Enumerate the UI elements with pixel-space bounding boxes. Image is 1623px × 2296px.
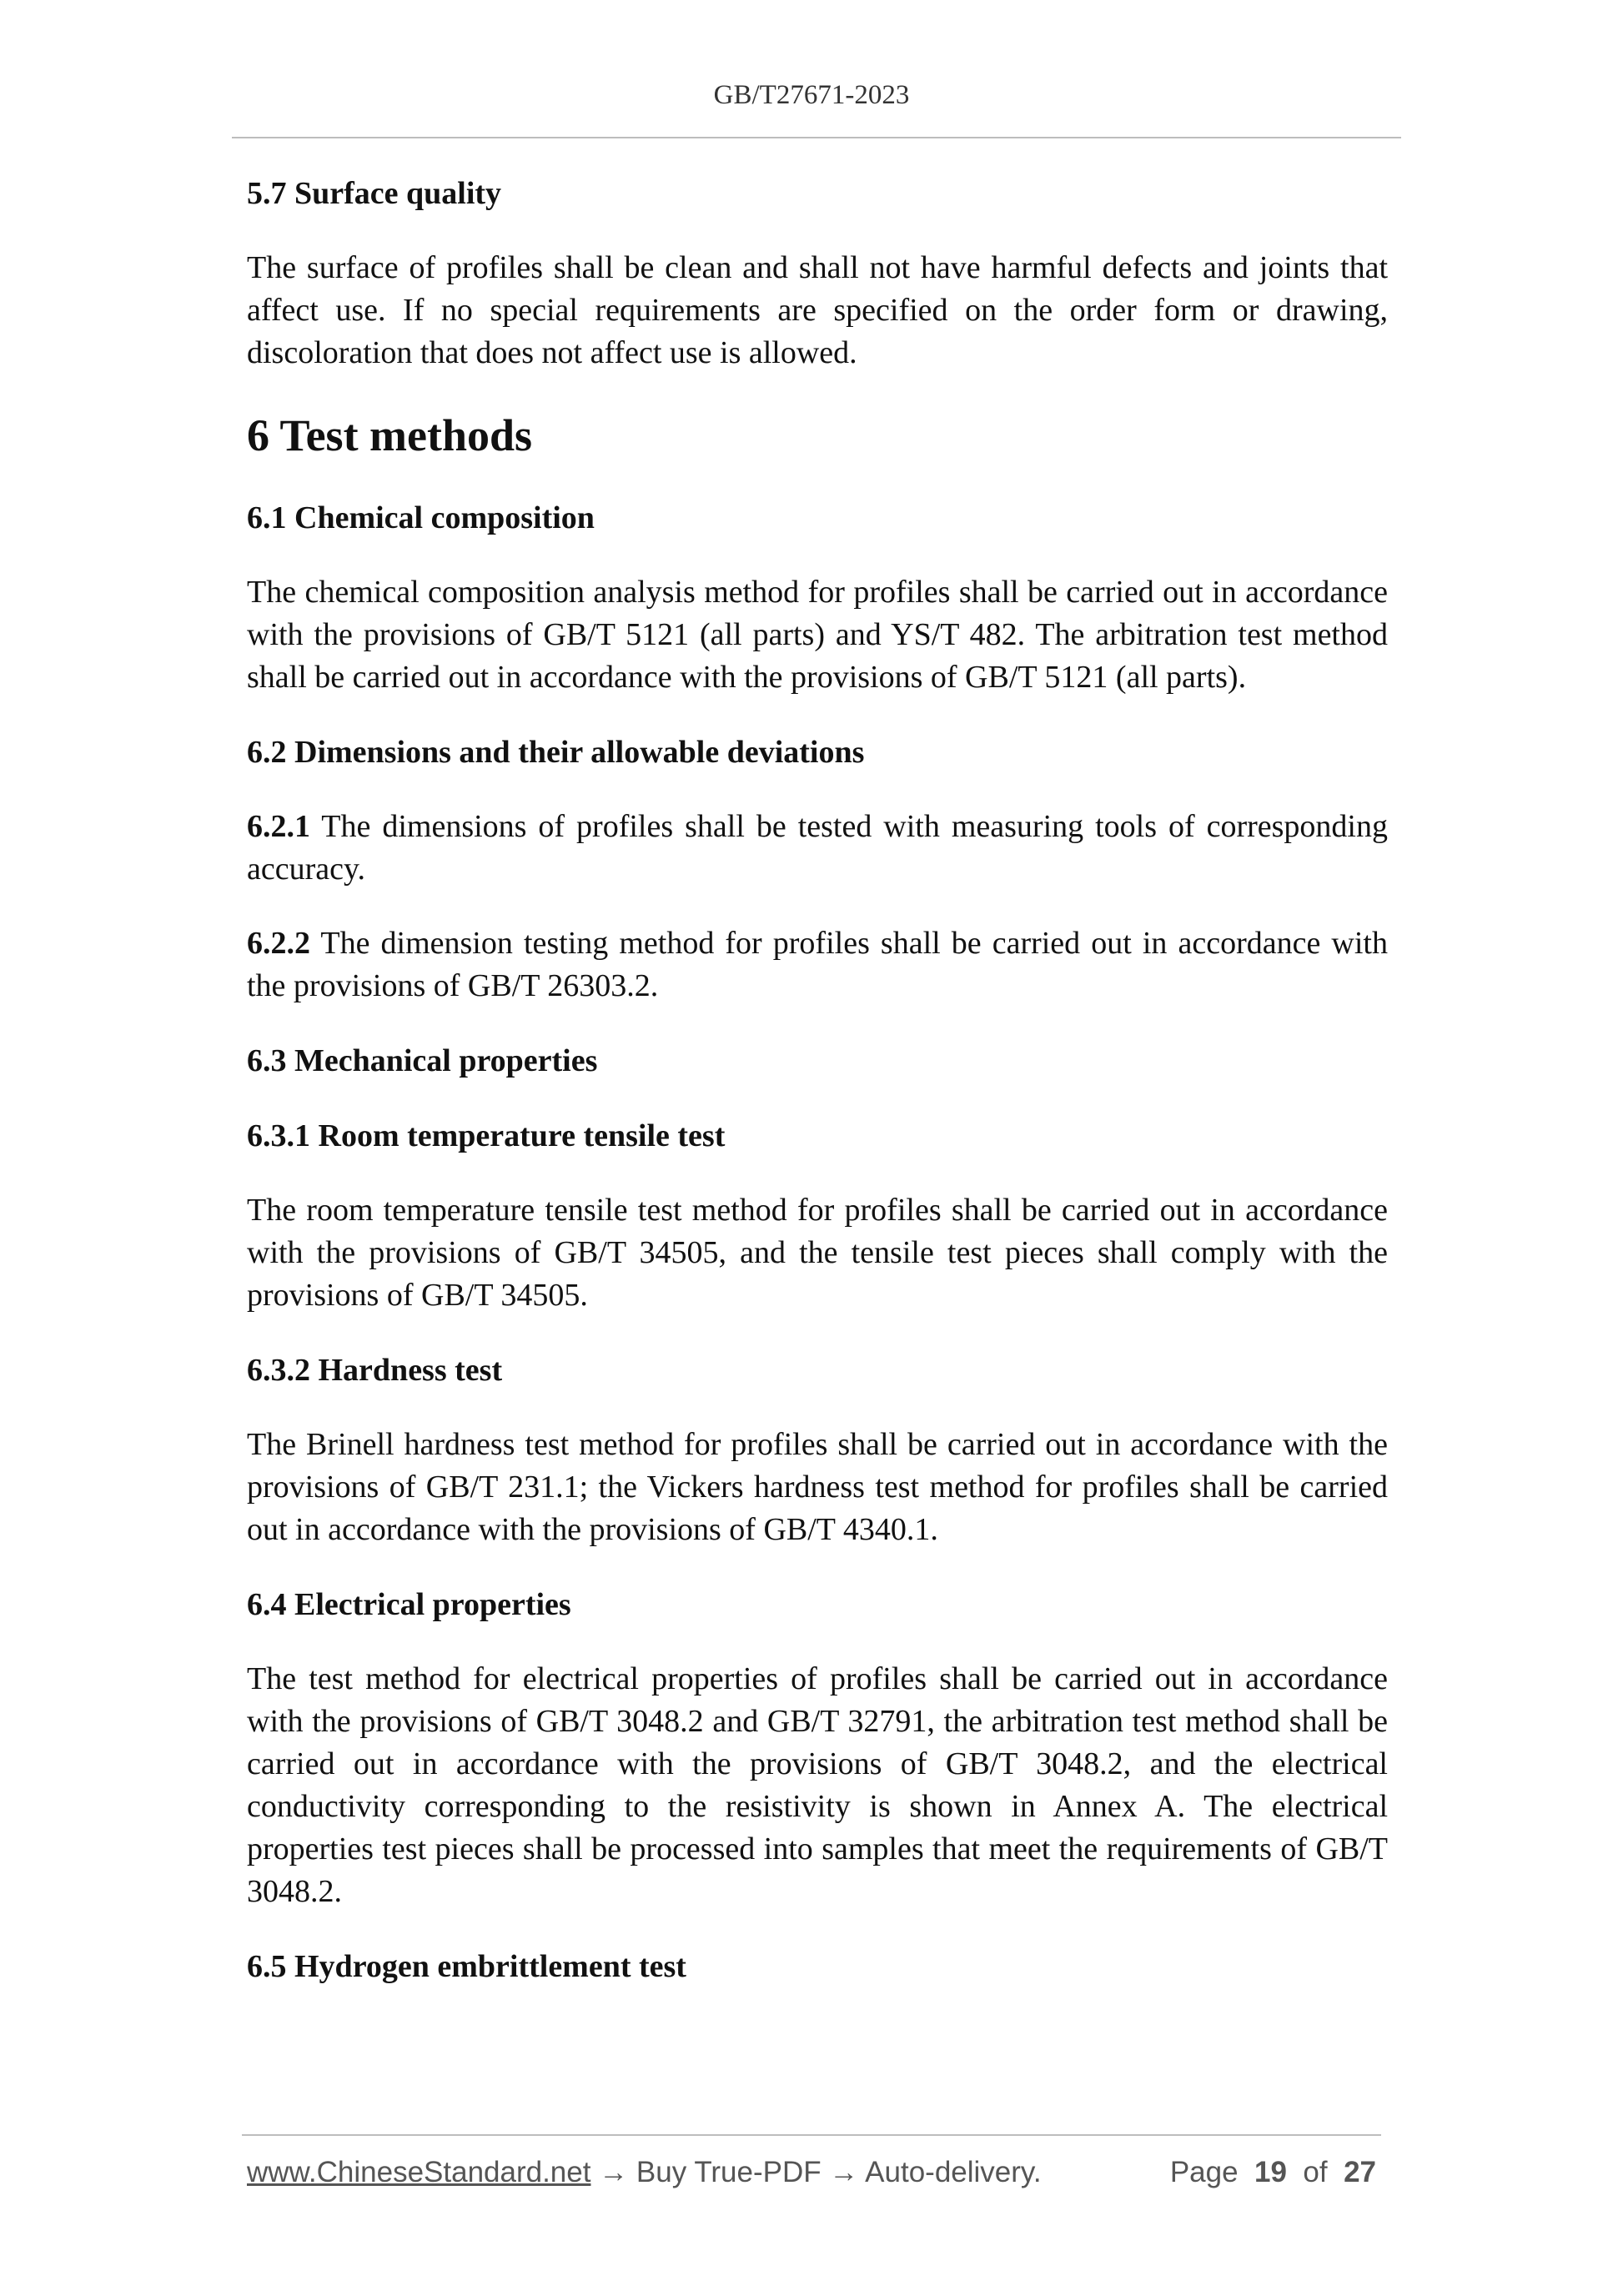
clause-text: The dimensions of profiles shall be tested with measuring tools of corresponding accuracy.: [247, 809, 1388, 887]
section-6-3-1-paragraph: The room temperature tensile test method for profiles shall be carried out in accordance with the provisions of GB/T 34505, and the tensile test pieces shall comply with the provisions of GB/T 34505.: [247, 1193, 1388, 1313]
clause-number: 6.2.1: [247, 809, 310, 844]
section-6-3-2-heading: 6.3.2 Hardness test: [247, 1353, 503, 1388]
section-5-7-heading: 5.7 Surface quality: [247, 176, 502, 211]
running-header: GB/T27671-2023: [713, 80, 910, 110]
site-link[interactable]: www.ChineseStandard.net: [247, 2156, 591, 2188]
section-6-4-heading: 6.4 Electrical properties: [247, 1587, 571, 1622]
section-5-7-paragraph: The surface of profiles shall be clean and shall not have harmful defects and joints that affect use. If no special requirements are specified on the order form or drawing, discoloration that does not affect use is allowed.: [247, 250, 1388, 370]
document-body: [247, 172, 1388, 2020]
page-current: 19: [1254, 2156, 1287, 2188]
page-of: of: [1303, 2156, 1328, 2188]
footer-divider: [242, 2134, 1381, 2136]
section-6-3-heading: 6.3 Mechanical properties: [247, 1043, 598, 1078]
page-total: 27: [1344, 2156, 1376, 2188]
clause-number: 6.2.2: [247, 926, 310, 961]
page-number: [1170, 2156, 1376, 2189]
section-6-1-heading: 6.1 Chemical composition: [247, 500, 595, 535]
section-6-3-1-heading: 6.3.1 Room temperature tensile test: [247, 1118, 726, 1153]
section-6-heading: 6 Test methods: [247, 410, 533, 460]
clause-text: The dimension testing method for profiles shall be carried out in accordance with the provisions of GB/T 26303.2.: [247, 926, 1388, 1003]
page-footer: [247, 2156, 1381, 2189]
clause-6-2-2: [247, 922, 1388, 1007]
page-label: Page: [1169, 2156, 1239, 2188]
header-divider: [232, 137, 1401, 138]
section-6-3-2-paragraph: The Brinell hardness test method for profiles shall be carried out in accordance with the provisions of GB/T 231.1; the Vickers hardness test method for profiles shall be carried out in accordance with the provisions of GB/T 4340.1.: [247, 1427, 1388, 1547]
promo-text: → Buy True-PDF → Auto-delivery.: [590, 2156, 1042, 2188]
section-6-5-heading: 6.5 Hydrogen embrittlement test: [247, 1949, 686, 1984]
section-6-1-paragraph: The chemical composition analysis method for profiles shall be carried out in accordance with the provisions of GB/T 5121 (all parts) and YS/T 482. The arbitration test method shall be carried out in accordance with the provisions of GB/T 5121 (all parts).: [247, 575, 1388, 695]
section-6-2-heading: 6.2 Dimensions and their allowable deviations: [247, 735, 865, 770]
section-6-4-paragraph: The test method for electrical properties of profiles shall be carried out in accordance with the provisions of GB/T 3048.2 and GB/T 32791, the arbitration test method shall be carried out in accordance with the provisions of GB/T 3048.2, and the electrical conductivity corresponding to the resistivity is shown in Annex A. The electrical properties test pieces shall be processed into samples that meet the requirements of GB/T 3048.2.: [247, 1661, 1388, 1909]
clause-6-2-1: [247, 806, 1388, 891]
